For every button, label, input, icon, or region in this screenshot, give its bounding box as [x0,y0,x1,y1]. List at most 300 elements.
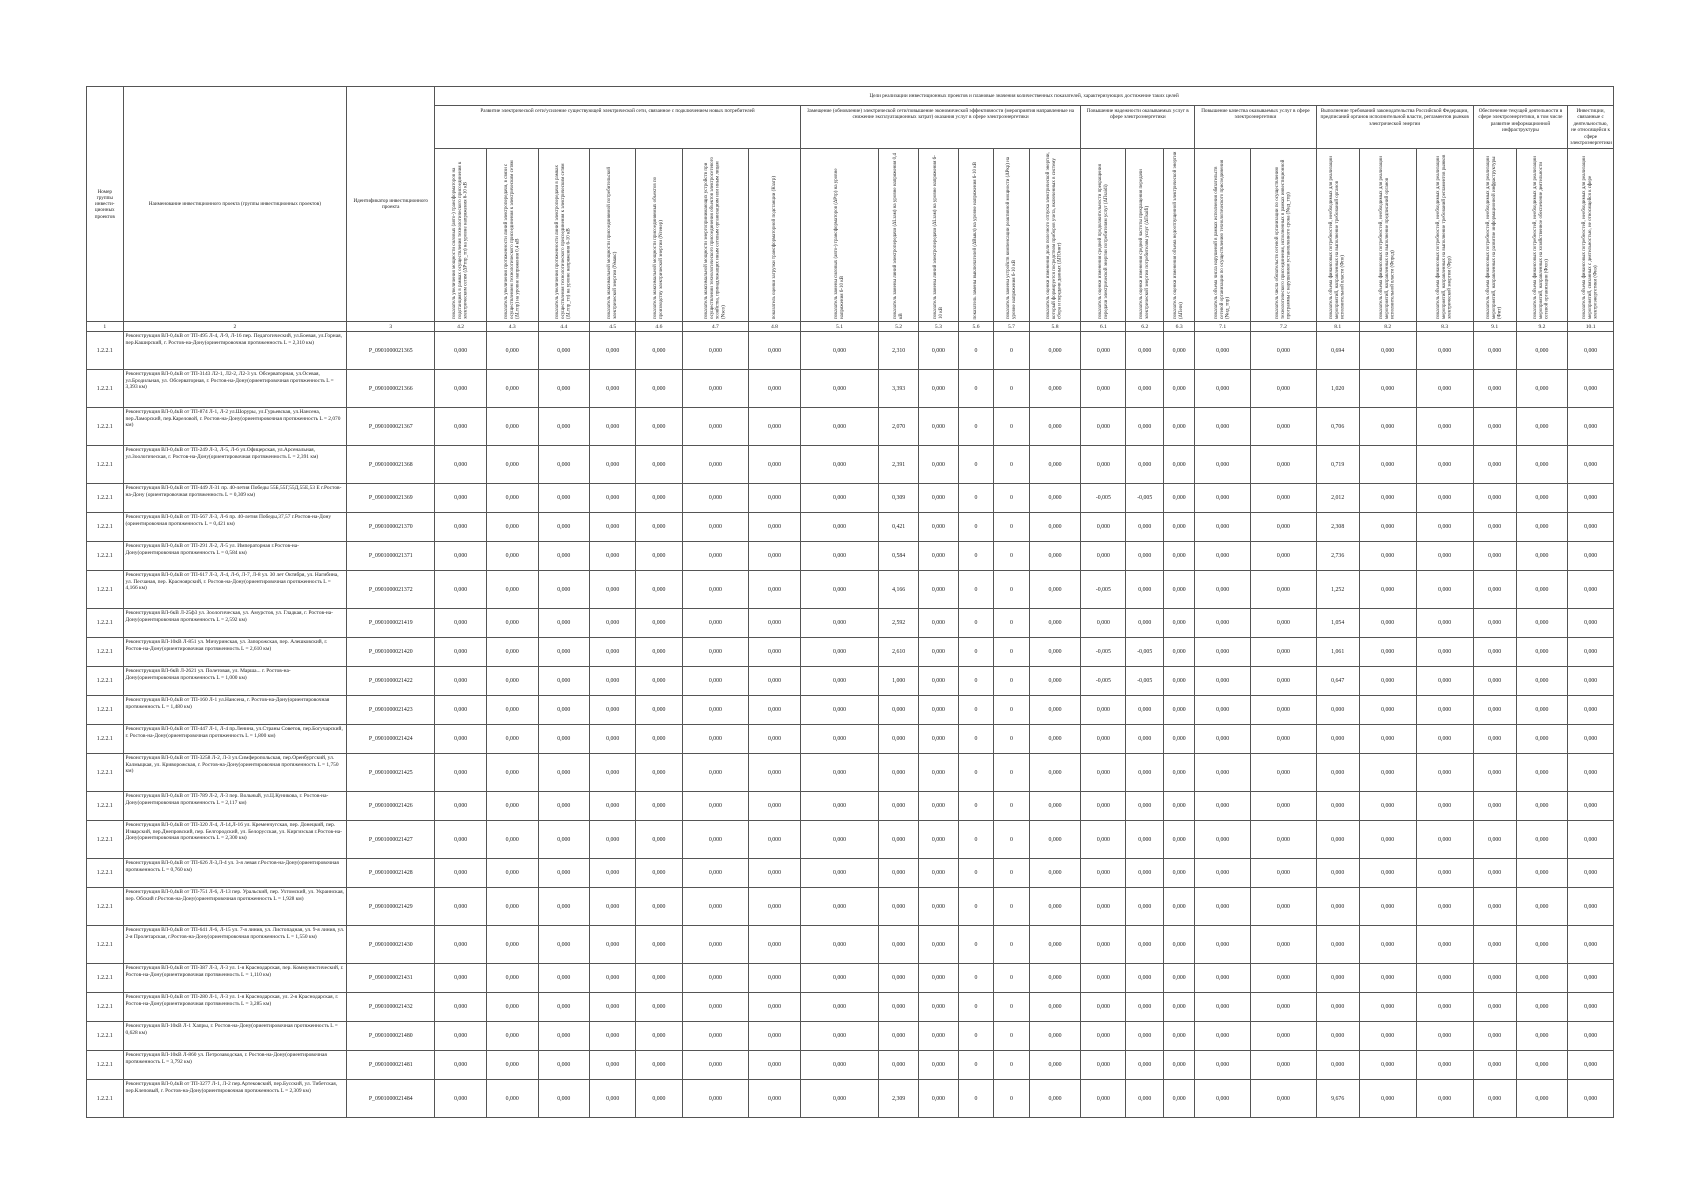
indicator-value-cell: 0,000 [590,446,636,484]
indicator-value-cell: 0,000 [435,667,487,696]
indicator-value-cell: 0,000 [749,638,801,667]
indicator-value-cell: 0,000 [800,754,878,792]
table-row [87,754,1614,792]
column-number: 4.6 [636,322,682,332]
indicator-value-cell: 0,000 [1516,696,1568,725]
indicator-value-cell: 0,000 [1164,446,1195,484]
indicator-value-cell: 0 [958,888,993,926]
header-indicator-label: показатель максимальной мощности энергопринимающих устройств при осуществлении технологического присоединения объектов электросетевого хозяйства, принадлежащих иным сетевым организациям или иным лицам (Nэсо) [703,157,727,320]
indicator-value-cell: 0,000 [1251,754,1317,792]
indicator-value-cell: 0 [994,696,1029,725]
header-indicator-label: показатель числа обязательств сетевой организации по осуществлению технологического присоединения, исполненных в рамках инвестиционной программы с нарушением установленного срока (Nнд_тпр) [1274,160,1292,320]
indicator-value-cell: 0,000 [879,888,919,926]
indicator-value-cell: 0,000 [486,1080,538,1118]
indicator-value-cell: 0,000 [682,964,749,993]
indicator-value-cell: 0,000 [1126,542,1164,571]
indicator-value-cell: 0,000 [1416,1051,1473,1080]
indicator-value-cell: 0,000 [1029,1022,1081,1051]
indicator-value-cell: 0 [958,1051,993,1080]
header-indicator-label: показатель оценки загрузки трансформаторной подстанции (Кзагр) [771,176,777,320]
indicator-value-cell: 0,000 [800,513,878,542]
project-id-cell: P_0901000021367 [347,408,435,446]
header-indicator-column [1164,149,1195,322]
indicator-value-cell: 0,000 [1251,926,1317,964]
indicator-value-cell: 0,000 [800,609,878,638]
indicator-value-cell: 0,000 [1081,370,1126,408]
indicator-value-cell: 0,000 [919,1022,959,1051]
indicator-value-cell: 0,000 [1081,754,1126,792]
indicator-value-cell: 0,000 [1195,513,1251,542]
indicator-value-cell: 0,000 [800,888,878,926]
indicator-value-cell: 0,000 [1251,696,1317,725]
indicator-value-cell: 0,000 [1164,1051,1195,1080]
header-indicator-column [636,149,682,322]
indicator-value-cell: 0,000 [1195,542,1251,571]
indicator-value-cell: 0,000 [1126,926,1164,964]
indicator-value-cell: 0,000 [1473,754,1516,792]
indicator-value-cell: 0,000 [919,513,959,542]
header-indicator-label: показатель объема числа нарушений в рамках исполнения обязательств сетевой организации по осуществлению технологического присоединения (Nнд_тпр) [1213,160,1231,320]
indicator-value-cell: 2,012 [1316,484,1359,513]
indicator-value-cell: 0,000 [1568,513,1614,542]
indicator-value-cell: 0,000 [1516,571,1568,609]
indicator-value-cell: 0,000 [1195,370,1251,408]
indicator-value-cell: 0,000 [682,859,749,888]
indicator-value-cell: -0,005 [1081,571,1126,609]
indicator-value-cell: 0,000 [590,993,636,1022]
indicator-value-cell: 0,000 [1359,609,1416,638]
indicator-value-cell: 0,000 [1195,332,1251,370]
indicator-value-cell: 0,000 [1126,1080,1164,1118]
indicator-value-cell: 0,000 [1316,725,1359,754]
indicator-value-cell: 0,000 [636,446,682,484]
indicator-value-cell: 0,000 [919,859,959,888]
indicator-value-cell: 0,000 [1164,993,1195,1022]
indicator-value-cell: 0,000 [800,408,878,446]
indicator-value-cell: 0 [958,1022,993,1051]
indicator-value-cell: 0,000 [1359,638,1416,667]
project-id-cell: P_0901000021427 [347,821,435,859]
indicator-value-cell: 0,000 [1195,725,1251,754]
indicator-value-cell: 0 [958,609,993,638]
project-id-cell: P_0901000021365 [347,332,435,370]
indicator-value-cell: 0,000 [1416,696,1473,725]
indicator-value-cell: 0,000 [1195,754,1251,792]
header-project-id: Идентификатор инвестиционного проекта [347,87,435,322]
indicator-value-cell: 0,000 [749,332,801,370]
indicator-value-cell: 0,000 [1126,754,1164,792]
indicator-value-cell: 0,000 [1126,821,1164,859]
indicator-value-cell: 0,000 [486,888,538,926]
indicator-value-cell: 0,000 [1359,446,1416,484]
indicator-value-cell: 0,000 [800,542,878,571]
header-indicator-label: показатель увеличения мощности силовых (авто-) трансформаторов на подстанциях в рамках осуществления технологического присоединения к электрическим сетям (ΔPтпр_тп) на уровне напряжения 6-10 кВ [451,162,469,320]
indicator-value-cell: 0,000 [879,754,919,792]
indicator-value-cell: 0,000 [1516,1051,1568,1080]
group-number-cell: 1.2.2.1 [87,926,124,964]
indicator-value-cell: 0,000 [1126,1051,1164,1080]
table-row [87,696,1614,725]
indicator-value-cell: 0,000 [1195,667,1251,696]
indicator-value-cell: 0,000 [1359,513,1416,542]
table-row [87,888,1614,926]
indicator-value-cell: 0,000 [1316,1051,1359,1080]
indicator-value-cell: 0,000 [1473,638,1516,667]
group-number-cell: 1.2.2.1 [87,993,124,1022]
header-group-number: Номер группы инвести-ционных проектов [87,87,124,322]
indicator-value-cell: 0,000 [435,1022,487,1051]
column-number: 9.2 [1516,322,1568,332]
indicator-value-cell: 0,000 [1316,792,1359,821]
table-row [87,542,1614,571]
indicator-value-cell: 0,000 [1416,408,1473,446]
project-name-cell: Реконструкция ВЛ-0,4кВ от ТП-449 Л-31 пр. 40-летия Победы 55Б,55Г,55Д,55Е,53 Е г.Ростов-на-Дону (ориентировочная протяженность L = 0,309 км) [123,484,347,513]
column-number: 5.8 [1029,322,1081,332]
indicator-value-cell: 0,000 [1029,696,1081,725]
indicator-value-cell: 0,000 [1516,370,1568,408]
indicator-value-cell: 0,000 [1126,370,1164,408]
indicator-value-cell: 0,000 [919,754,959,792]
header-indicator-label: показатель объема финансовых потребностей, необходимых для реализации мероприятий, направленных на выполнение требований регламентов рынков электрической энергии (Фрр) [1435,155,1453,320]
indicator-value-cell: 0,000 [435,754,487,792]
indicator-value-cell: 0,000 [1359,964,1416,993]
group-number-cell: 1.2.2.1 [87,609,124,638]
indicator-value-cell: 0,000 [1081,1080,1126,1118]
indicator-value-cell: 0,000 [538,571,590,609]
indicator-value-cell: 0,000 [1516,754,1568,792]
indicator-value-cell: 0,719 [1316,446,1359,484]
indicator-value-cell: 0,000 [1473,1051,1516,1080]
indicator-value-cell: 0,000 [919,926,959,964]
indicator-value-cell: 0 [994,542,1029,571]
indicator-value-cell: 0,000 [636,332,682,370]
indicator-value-cell: 0,000 [749,667,801,696]
project-name-cell: Реконструкция ВЛ-10кВ Л-1 Хапры, г. Ростов-на-Дону(ориентировочная протяженность L = 0,628 км) [123,1022,347,1051]
indicator-value-cell: 0,000 [1473,609,1516,638]
indicator-value-cell: 0,000 [538,1051,590,1080]
indicator-value-cell: 0,000 [590,888,636,926]
indicator-value-cell: 0 [994,484,1029,513]
project-id-cell: P_0901000021429 [347,888,435,926]
header-indicator-label: показатель увеличения протяженности линий электропередачи, в связи с осуществлением технологического присоединения к электрическим сетям (ΔLтпр) на уровне напряжения 0,4 кВ [503,160,521,320]
indicator-value-cell: 0,000 [1029,638,1081,667]
indicator-value-cell: 0,000 [1195,792,1251,821]
indicator-value-cell: 9,676 [1316,1080,1359,1118]
group-number-cell: 1.2.2.1 [87,638,124,667]
indicator-value-cell: 0,000 [1164,370,1195,408]
indicator-value-cell: 0,000 [1081,821,1126,859]
header-goal-group: Инвестиции, связанные с деятельностью, не относящейся к сфере электроэнергетики [1568,106,1614,149]
indicator-value-cell: 0,000 [1473,859,1516,888]
indicator-value-cell: 0,000 [1516,821,1568,859]
indicator-value-cell: 0,000 [538,821,590,859]
indicator-value-cell: 0,000 [636,370,682,408]
indicator-value-cell: 0,000 [919,964,959,993]
column-number: 6.3 [1164,322,1195,332]
group-number-cell: 1.2.2.1 [87,888,124,926]
column-number: 6.2 [1126,322,1164,332]
indicator-value-cell: 0,000 [1568,696,1614,725]
indicator-value-cell: 0 [958,725,993,754]
indicator-value-cell: 0,000 [1164,408,1195,446]
indicator-value-cell: 0,000 [1126,888,1164,926]
indicator-value-cell: 0,000 [682,888,749,926]
indicator-value-cell: 0 [994,926,1029,964]
header-indicator-column [994,149,1029,322]
header-goal-group: Замещение (обновление) электрической сети/повышение экономической эффективности (мероприятия направленные на снижение эксплуатационных затрат) оказания услуг в сфере электроэнергетики [800,106,1081,149]
indicator-value-cell: 0 [994,638,1029,667]
indicator-value-cell: 0,000 [486,571,538,609]
indicator-value-cell: 0,000 [1164,696,1195,725]
indicator-value-cell: 0,000 [590,792,636,821]
indicator-value-cell: 0,000 [1251,667,1317,696]
indicator-value-cell: 0,000 [538,667,590,696]
indicator-value-cell: 0,000 [435,370,487,408]
indicator-value-cell: 0,000 [1516,725,1568,754]
header-goal-group: Выполнение требований законодательства Российской Федерации, предписаний органов исполнительной власти, регламентов рынков электрической энергии [1316,106,1473,149]
indicator-value-cell: 0 [994,1080,1029,1118]
indicator-value-cell: 0,000 [1473,888,1516,926]
indicator-value-cell: 0 [958,484,993,513]
indicator-value-cell: 0,000 [1195,964,1251,993]
indicator-value-cell: -0,005 [1081,484,1126,513]
indicator-value-cell: 0,000 [1568,408,1614,446]
indicator-value-cell: 0,000 [1081,725,1126,754]
indicator-value-cell: 0,000 [879,859,919,888]
indicator-value-cell: 0,000 [1359,542,1416,571]
indicator-value-cell: 0,000 [1251,964,1317,993]
indicator-value-cell: 0,000 [879,926,919,964]
indicator-value-cell: 0,000 [435,542,487,571]
indicator-value-cell: 0,000 [1195,638,1251,667]
indicator-value-cell: 0,000 [1316,993,1359,1022]
indicator-value-cell: 0,309 [879,484,919,513]
project-id-cell: P_0901000021423 [347,696,435,725]
indicator-value-cell: 0,000 [1416,993,1473,1022]
indicator-value-cell: 0,000 [1251,1022,1317,1051]
column-number: 4.7 [682,322,749,332]
indicator-value-cell: 0,000 [435,1080,487,1118]
indicator-value-cell: 0,000 [1251,408,1317,446]
indicator-value-cell: 0,000 [1251,638,1317,667]
indicator-value-cell: 0,000 [1251,571,1317,609]
header-indicator-label: показатель замены линий электропередачи (ΔLзам) на уровне напряжения 6-10 кВ [932,155,944,320]
indicator-value-cell: 0,000 [1568,754,1614,792]
indicator-value-cell: 1,000 [879,667,919,696]
indicator-value-cell: 0,000 [1029,513,1081,542]
indicator-value-cell: 0,000 [1416,370,1473,408]
indicator-value-cell: 0,000 [1359,370,1416,408]
indicator-value-cell: 0,000 [435,484,487,513]
indicator-value-cell: 0,000 [1516,993,1568,1022]
column-number: 7.2 [1251,322,1317,332]
indicator-value-cell: 0,000 [682,821,749,859]
indicator-value-cell: 0,000 [749,964,801,993]
column-number: 3 [347,322,435,332]
indicator-value-cell: 0,647 [1316,667,1359,696]
indicator-value-cell: 0,000 [800,638,878,667]
indicator-value-cell: 0,000 [1568,926,1614,964]
indicator-value-cell: 0,000 [1416,725,1473,754]
indicator-value-cell: 0,000 [879,1051,919,1080]
project-name-cell: Реконструкция ВЛ-0,4кВ от ТП-874 Л-1, Л-2 ул.Шоруры, ул.Гурьевская, ул.Нансена, пер.Ламорский, пер.Кареловой, г. Ростов-на-Дону(ориентировочная протяженность L = 2,070 км) [123,408,347,446]
indicator-value-cell: 0,000 [749,446,801,484]
indicator-value-cell: 0,000 [1416,667,1473,696]
header-indicator-column [800,149,878,322]
indicator-value-cell: 0,000 [1251,446,1317,484]
indicator-value-cell: 0,000 [1359,993,1416,1022]
column-number: 4.3 [486,322,538,332]
header-indicator-column [919,149,959,322]
header-indicator-label: показатель оценки изменения средней частоты прекращения передачи электрической энергии потребителям услуг (ΔПsaifi) [1138,169,1150,320]
indicator-value-cell: 0,000 [435,332,487,370]
indicator-value-cell: 0,000 [1164,609,1195,638]
indicator-value-cell: 0,000 [1195,859,1251,888]
indicator-value-cell: 0,000 [636,888,682,926]
indicator-value-cell: 0,000 [749,609,801,638]
indicator-value-cell: 0,000 [1029,571,1081,609]
indicator-value-cell: 0,000 [636,408,682,446]
group-number-cell: 1.2.2.1 [87,792,124,821]
indicator-value-cell: 0,000 [486,1051,538,1080]
indicator-value-cell: 0,000 [800,484,878,513]
indicator-value-cell: 0,000 [1195,821,1251,859]
group-number-cell: 1.2.2.1 [87,484,124,513]
indicator-value-cell: 0,000 [1416,446,1473,484]
indicator-value-cell: 0,000 [486,513,538,542]
indicator-value-cell: 0,000 [486,926,538,964]
project-name-cell: Реконструкция ВЛ-0,4кВ от ТП-387 Л-3, Л-3 ул. 1-я Краснодарская, пер. Коммунистический, г. Ростов-на-Дону(ориентировочная протяженность L = 1,110 км) [123,964,347,993]
column-number: 5.7 [994,322,1029,332]
indicator-value-cell: 0,421 [879,513,919,542]
indicator-value-cell: 0,000 [435,926,487,964]
indicator-value-cell: 0,000 [435,446,487,484]
indicator-value-cell: 0,000 [800,859,878,888]
column-number: 5.3 [919,322,959,332]
indicator-value-cell: 0,000 [1195,408,1251,446]
indicator-value-cell: 0,000 [1316,926,1359,964]
indicator-value-cell: 0,000 [435,725,487,754]
column-number: 8.1 [1316,322,1359,332]
indicator-value-cell: 0,000 [590,332,636,370]
indicator-value-cell: 0,000 [1568,821,1614,859]
indicator-value-cell: 0,000 [1516,408,1568,446]
indicator-value-cell: 0,000 [749,993,801,1022]
indicator-value-cell: 0,000 [919,667,959,696]
indicator-value-cell: 0,000 [538,1022,590,1051]
indicator-value-cell: 0 [958,667,993,696]
indicator-value-cell: 0,000 [435,513,487,542]
project-id-cell: P_0901000021428 [347,859,435,888]
indicator-value-cell: 0,000 [1516,926,1568,964]
indicator-value-cell: 0,000 [1473,484,1516,513]
indicator-value-cell: 0,000 [1473,571,1516,609]
indicator-value-cell: 0,000 [590,571,636,609]
indicator-value-cell: 0,000 [538,792,590,821]
indicator-value-cell: 0,000 [1568,609,1614,638]
indicator-value-cell: 0,000 [1164,1080,1195,1118]
project-name-cell: Реконструкция ВЛ-0,4кВ от ТП-447 Л-1, Л-4 пр.Ленина, ул.Страны Советов, пер.Богучарский, г. Ростов-на-Дону(ориентировочная протяженность L = 1,800 км) [123,725,347,754]
indicator-value-cell: 0,000 [1473,926,1516,964]
indicator-value-cell: 0,000 [435,859,487,888]
group-number-cell: 1.2.2.1 [87,1051,124,1080]
indicator-value-cell: 0,000 [749,1022,801,1051]
indicator-value-cell: 0,000 [919,1051,959,1080]
indicator-value-cell: 0,000 [1568,964,1614,993]
project-id-cell: P_0901000021366 [347,370,435,408]
indicator-value-cell: 0,000 [1029,1080,1081,1118]
indicator-value-cell: 0,000 [749,792,801,821]
indicator-value-cell: 0,000 [682,446,749,484]
indicator-value-cell: 0,000 [1164,888,1195,926]
table-row [87,332,1614,370]
column-number: 4.5 [590,322,636,332]
indicator-value-cell: 0,000 [1081,542,1126,571]
indicator-value-cell: 0,000 [1195,609,1251,638]
project-name-cell: Реконструкция ВЛ-0,4кВ от ТП-751 Л-6, Л-13 пер. Уральский, пер. Ухтомский, ул. Украинская, пер. Обский г.Ростов-на-Дону(ориентировочная протяженность L = 1,928 км) [123,888,347,926]
indicator-value-cell: 0,000 [1473,446,1516,484]
column-number: 8.2 [1359,322,1416,332]
indicator-value-cell: 0,000 [1164,542,1195,571]
indicator-value-cell: 0,000 [1029,888,1081,926]
indicator-value-cell: 0,000 [749,859,801,888]
header-indicator-label: показатель увеличения протяженности линий электропередачи в рамках осуществления технологического присоединения к электрическим сетям (ΔLтпр_тп) на уровне напряжения 6-10 кВ [555,163,572,320]
indicator-value-cell: 0,000 [636,926,682,964]
header-indicator-column [1416,149,1473,322]
project-id-cell: P_0901000021430 [347,926,435,964]
indicator-value-cell: 0,000 [1473,821,1516,859]
group-number-cell: 1.2.2.1 [87,964,124,993]
indicator-value-cell: 0,000 [682,667,749,696]
indicator-value-cell: 0,000 [1251,542,1317,571]
indicator-value-cell: 0,000 [1359,888,1416,926]
indicator-value-cell: 0,000 [590,408,636,446]
indicator-value-cell: 0 [994,859,1029,888]
indicator-value-cell: 0,000 [590,1051,636,1080]
indicator-value-cell: 0,000 [1568,484,1614,513]
header-indicator-label: показатель оценки изменения средней продолжительности прекращения передачи электрической энергии потребителям услуг (ΔПsaidi) [1097,164,1109,320]
indicator-value-cell: 0,000 [636,1051,682,1080]
indicator-value-cell: 0,000 [1126,792,1164,821]
header-indicator-column [1316,149,1359,322]
indicator-value-cell: 0,000 [1164,964,1195,993]
table-row [87,993,1614,1022]
indicator-value-cell: 0,000 [590,542,636,571]
indicator-value-cell: 0,000 [486,609,538,638]
indicator-value-cell: -0,005 [1081,667,1126,696]
group-number-cell: 1.2.2.1 [87,1022,124,1051]
indicator-value-cell: 0,000 [682,571,749,609]
project-id-cell: P_0901000021480 [347,1022,435,1051]
table-row [87,446,1614,484]
indicator-value-cell: 0,000 [1164,821,1195,859]
header-indicator-column [749,149,801,322]
indicator-value-cell: 0,000 [1568,1022,1614,1051]
column-number: 10.1 [1568,322,1614,332]
indicator-value-cell: 0,000 [800,725,878,754]
indicator-value-cell: 0,000 [1416,513,1473,542]
indicator-value-cell: 0,000 [879,964,919,993]
indicator-value-cell: 0,000 [435,571,487,609]
header-indicator-label: показатель максимальной мощности присоединяемых объектов по производству электрической энергии (Nгенер) [653,177,664,320]
indicator-value-cell: 0,000 [749,888,801,926]
indicator-value-cell: 0,000 [486,725,538,754]
header-indicator-column [1568,149,1614,322]
indicator-value-cell: 0,000 [800,667,878,696]
header-indicator-label: показатель объема финансовых потребностей, необходимых для реализации мероприятий, связанных с деятельностью, не относящейся к сфере электроэнергетики (Фнэ) [1581,156,1599,320]
indicator-value-cell: 0,000 [1416,821,1473,859]
header-goal-group: Развитие электрической сети/усиление существующей электрической сети, связанное с подключением новых потребителей [435,106,800,149]
